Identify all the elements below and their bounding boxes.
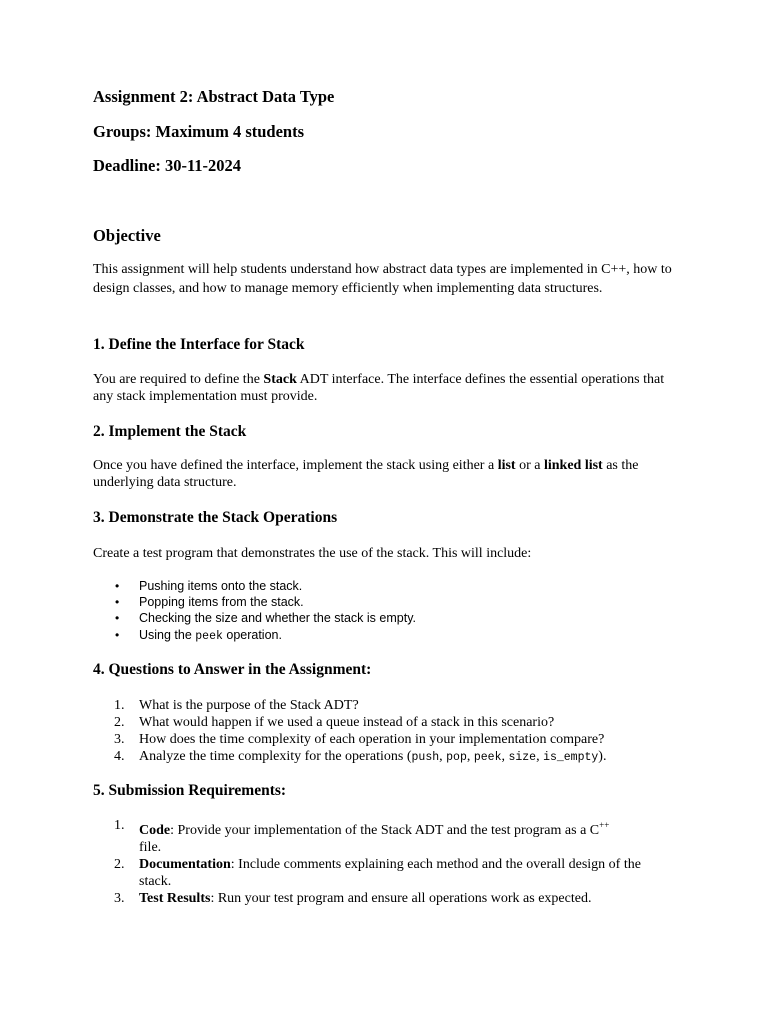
list-item: • Using the peek operation. <box>115 627 282 643</box>
section3-heading: 3. Demonstrate the Stack Operations <box>93 509 338 526</box>
bullet-icon: • <box>115 627 120 642</box>
section1-text: You are required to define the Stack ADT interface. The interface defines the essential operations that any stack implementation must provide. <box>93 372 665 404</box>
section1-heading: 1. Define the Interface for Stack <box>93 336 305 353</box>
objective-heading: Objective <box>93 226 161 245</box>
deadline-line: Deadline: 30-11-2024 <box>93 156 242 175</box>
bullet-icon: • <box>115 595 120 610</box>
section3-intro: Create a test program that demonstrates the use of the stack. This will include: <box>93 546 532 561</box>
stack-bold: Stack <box>263 372 297 387</box>
bullet-icon: • <box>115 579 120 593</box>
list-item: • Checking the size and whether the stack is empty. <box>115 611 416 626</box>
list-item: 3. How does the time complexity of each operation in your implementation compare? <box>114 732 605 747</box>
op-is-empty-code: is_empty <box>543 751 599 764</box>
list-item: • Popping items from the stack. <box>115 595 304 610</box>
list-item: 2. Documentation: Include comments explaining each method and the overall design of the stack. <box>114 857 641 889</box>
operations-bullet-list <box>113 578 673 643</box>
list-item: 4. Analyze the time complexity for the operations (push, pop, peek, size, is_empty). <box>114 749 607 764</box>
list-item: 1. Code: Provide your implementation of the Stack ADT and the test program as a C++ file. <box>114 818 610 855</box>
section4-heading: 4. Questions to Answer in the Assignment: <box>93 661 372 678</box>
op-size-code: size <box>508 751 537 764</box>
objective-text: This assignment will help students understand how abstract data types are implemented in C++, how to design classes, and how to manage memory efficiently when implementing data structures. <box>93 262 672 296</box>
list-item: • Pushing items onto the stack. <box>115 579 303 593</box>
op-pop-code: pop <box>446 751 467 764</box>
linked-list-bold: linked list <box>543 458 603 473</box>
list-item: 3. Test Results: Run your test program and ensure all operations work as expected. <box>114 891 592 906</box>
section5-heading: 5. Submission Requirements: <box>93 782 287 799</box>
op-push-code: push <box>411 751 440 764</box>
list-bold: list <box>497 458 516 473</box>
submission-list <box>114 817 676 907</box>
assignment-title: Assignment 2: Abstract Data Type <box>93 87 335 106</box>
op-peek-code: peek <box>473 751 502 764</box>
section2-heading: 2. Implement the Stack <box>93 423 247 440</box>
list-item: 2. What would happen if we used a queue instead of a stack in this scenario? <box>114 715 555 730</box>
questions-list <box>114 697 676 766</box>
list-item: 1. What is the purpose of the Stack ADT? <box>114 698 359 713</box>
peek-code: peek <box>195 629 223 643</box>
bullet-icon: • <box>115 611 120 626</box>
section2-text: Once you have defined the interface, implement the stack using either a list or a linked list as the underlying data structure. <box>93 458 639 490</box>
groups-line: Groups: Maximum 4 students <box>93 122 305 141</box>
